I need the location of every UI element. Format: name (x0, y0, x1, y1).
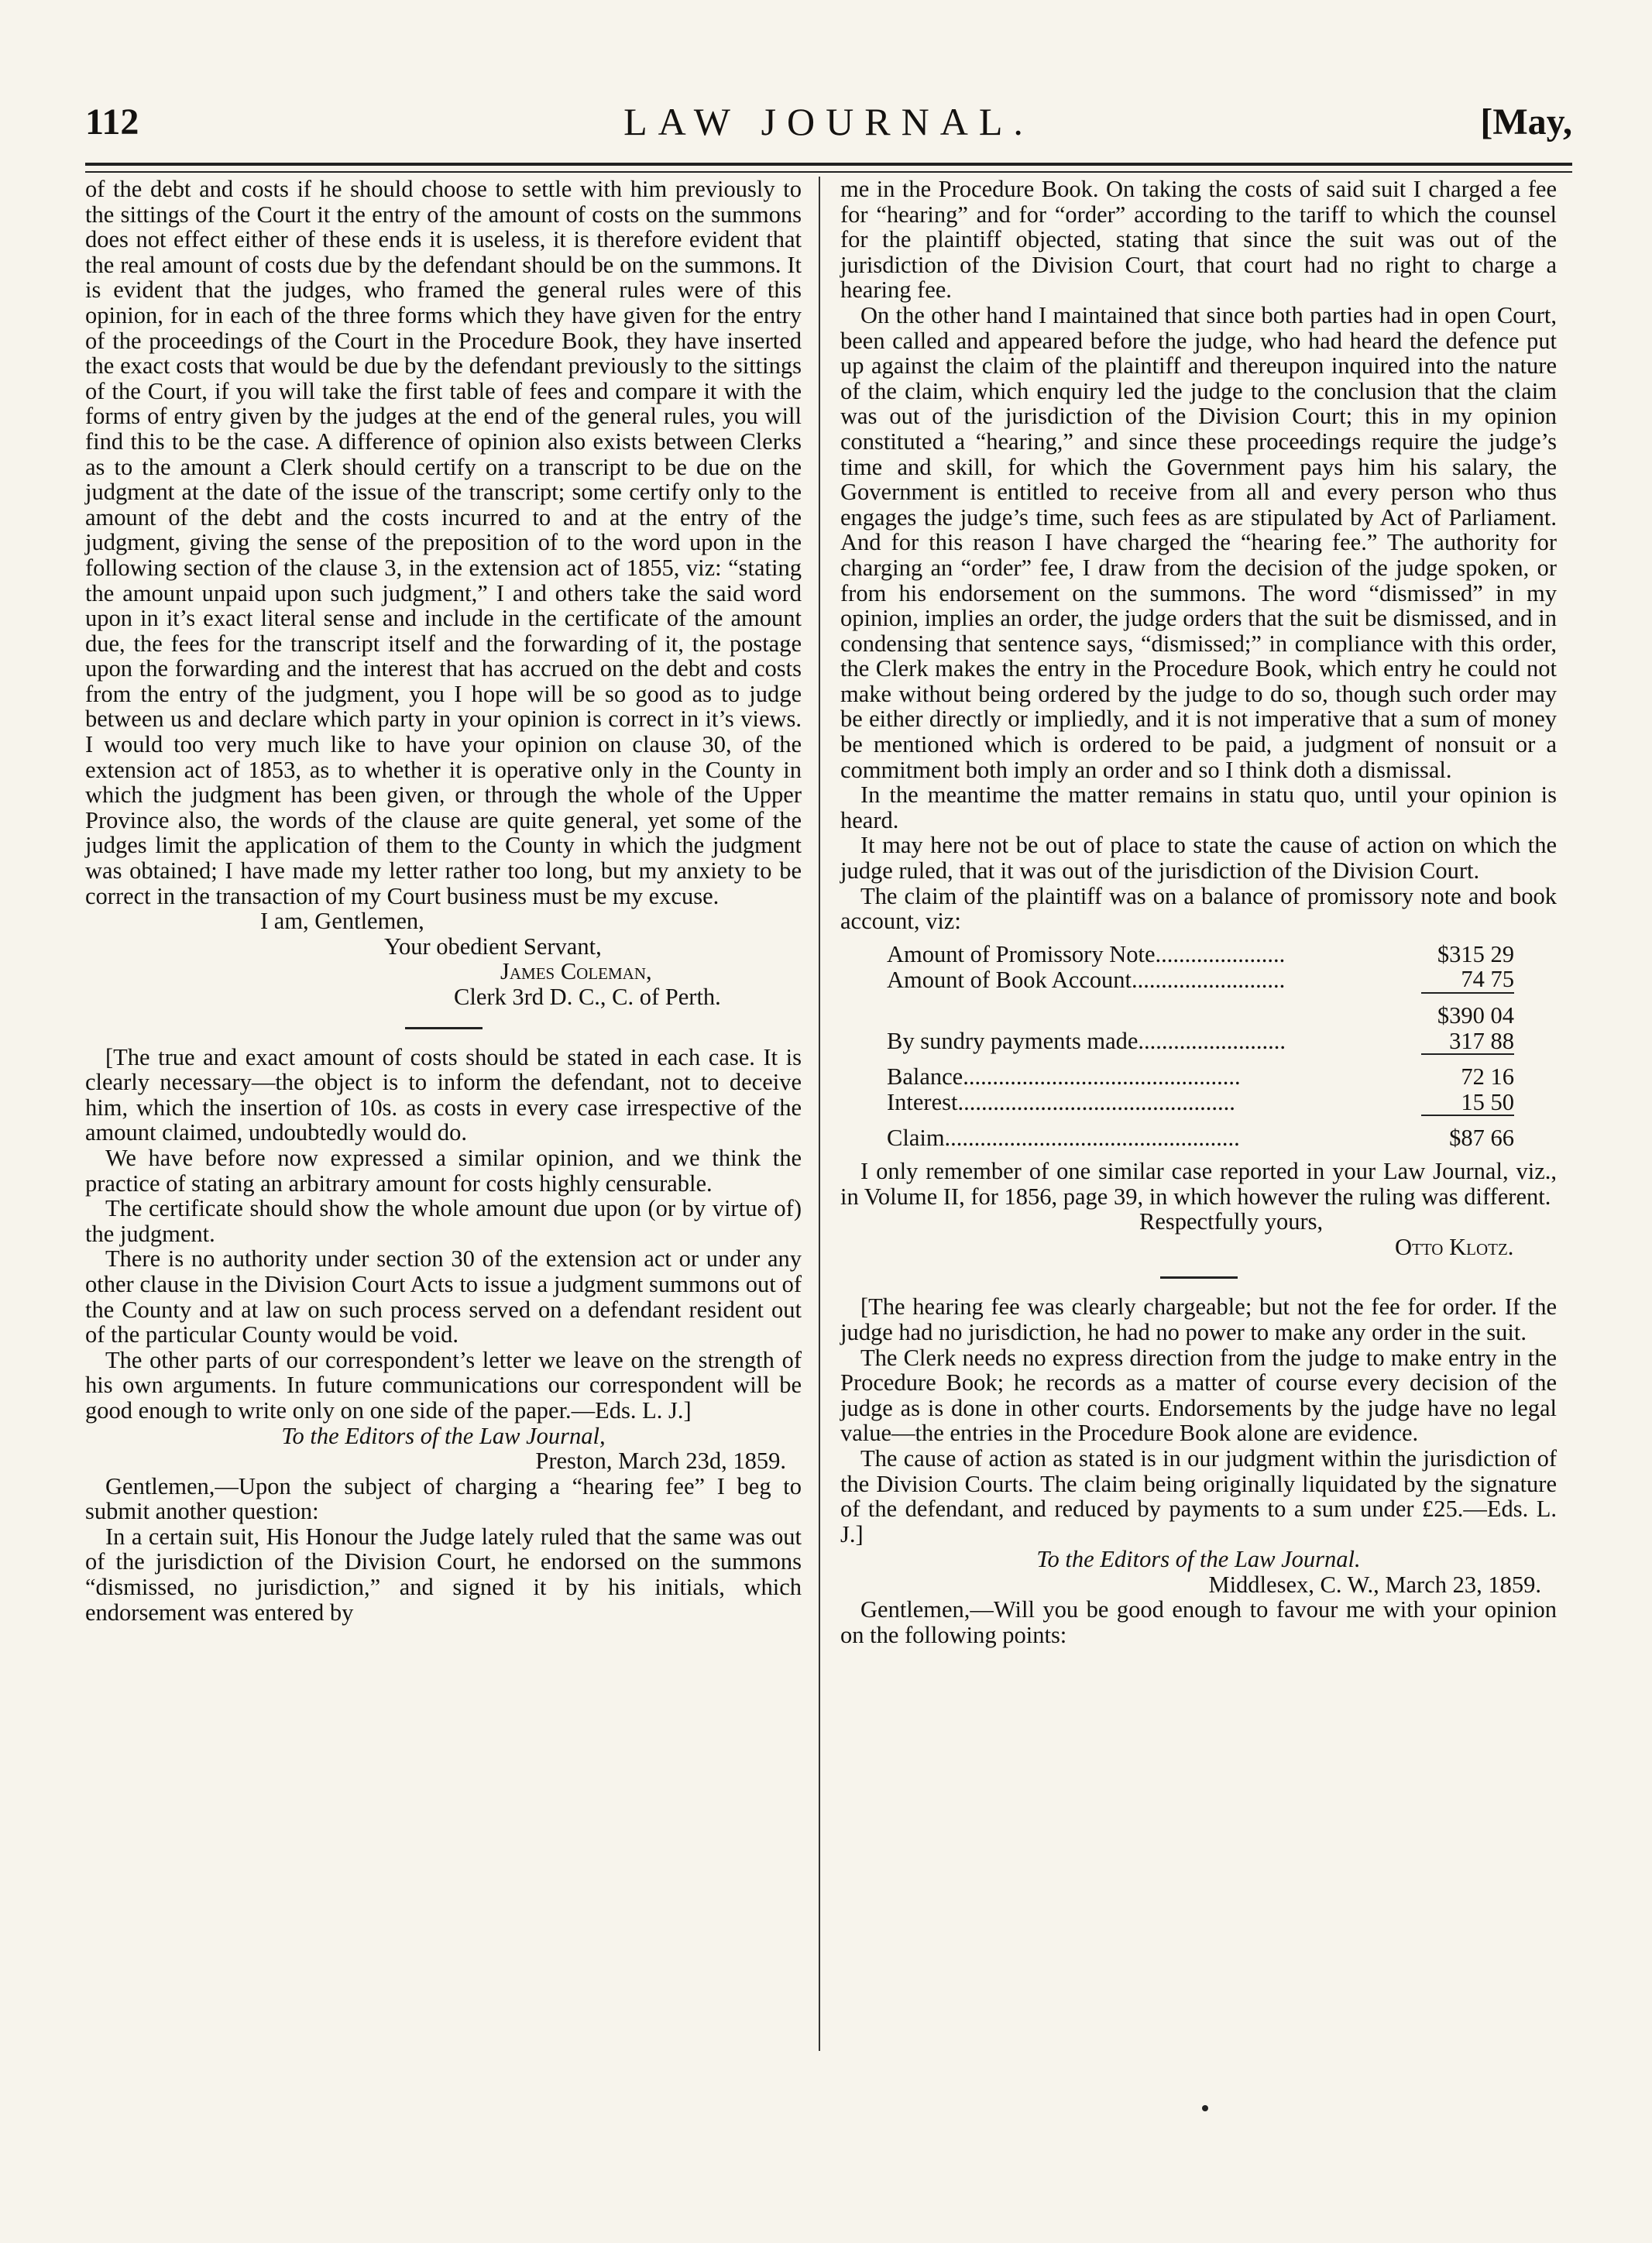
signature-name: Otto Klotz. (1395, 1233, 1514, 1260)
journal-title: LAW JOURNAL. (623, 100, 1034, 143)
account-amount: $390 04 (1437, 1002, 1514, 1029)
letter-paragraph: The claim of the plaintiff was on a balance of promissory note and book account, viz: (840, 882, 1557, 935)
account-label: Balance............................................... (887, 1064, 1241, 1090)
section-rule (405, 1027, 483, 1029)
editor-note-paragraph: The Clerk needs no express direction from the judge to make entry in the Procedure Book; he records as a matter of course every decision of the judge as is done in other courts. Endorsements by the judge have no legal value—the entries in the Procedure Book alone are evidence. (840, 1344, 1557, 1447)
letter-paragraph: me in the Procedure Book. On taking the costs of said suit I charged a fee for “hearing” and for “order” according to the tariff to which the counsel for the plaintiff objected, stating that since the suit was out of the jurisdiction of the Division Court, that court had no right to charge a hearing fee. (840, 176, 1557, 304)
letter-address: To the Editors of the Law Journal. (1036, 1546, 1361, 1573)
table-row (887, 1003, 1514, 1029)
editor-note-paragraph: We have before now expressed a similar opinion, and we think the practice of stating an arbitrary amount for costs highly censurable. (85, 1144, 802, 1197)
signature-closing: I am, Gentlemen, (260, 908, 424, 935)
letter-paragraph: On the other hand I maintained that since both parties had in open Court, been called and appeared before the judge, who had heard the defence put up against the claim of the plaintiff and thereupon inquired into the nature of the claim, which enquiry led the judge to the conclusion that the claim was out of the jurisdiction of the Division Court; this in my opinion constituted a “hearing,” and since these proceedings require the judge’s time and skill, for which the Government pays him his salary, the Government is entitled to receive from all and every person who thus engages the judge’s time, such fees as are stipulated by Act of Parliament. And for this reason I have charged the “hearing fee.” The authority for charging an “order” fee, I draw from the decision of the judge spoken, or from his endorsement on the summons. The word “dismissed” in my opinion, implies an order, the judge orders that the suit be dismissed, and in condensing that sentence says, “dismissed;” in compliance with this order, the Clerk makes the entry in the Procedure Book, which entry he could not make without being ordered by the judge to do so, though such order may be either directly or impliedly, and it is not imperative that a sum of money be mentioned which is ordered to be paid, a judgment of nonsuit or a commitment both imply an order and so I think doth a dismissal. (840, 301, 1557, 783)
account-amount: 15 50 (1421, 1090, 1514, 1116)
issue-month: [May, (1480, 101, 1572, 143)
right-column (840, 177, 1557, 1648)
editor-note-paragraph: [The true and exact amount of costs should be stated in each case. It is clearly necessary—the object is to inform the defendant, not to deceive him, which the insertion of 10s. as costs in every case irrespective of the amount claimed, undoubtedly would do. (85, 1043, 802, 1146)
account-amount: $87 66 (1449, 1125, 1514, 1152)
editor-note-paragraph: The certificate should show the whole amount due upon (or by virtue of) the judgment. (85, 1195, 802, 1247)
letter-place-date: Middlesex, C. W., March 23, 1859. (1208, 1571, 1541, 1598)
account-amount: 74 75 (1421, 967, 1514, 993)
account-label: Amount of Book Account.......................... (887, 967, 1286, 993)
signature-title: Clerk 3rd D. C., C. of Perth. (454, 984, 721, 1010)
account-amount: 72 16 (1461, 1063, 1514, 1091)
table-row (887, 967, 1514, 993)
letter-paragraph: Gentlemen,—Will you be good enough to favour me with your opinion on the following points: (840, 1596, 1557, 1649)
signature-closing: Respectfully yours, (1139, 1208, 1324, 1235)
letter-paragraph: In a certain suit, His Honour the Judge lately ruled that the same was out of the jurisdiction of the Division Court, he endorsed on the summons “dismissed, no jurisdiction,” and signed it by his initials, which endorsement was entered by (85, 1523, 802, 1626)
account-label: Interest............................................... (887, 1089, 1235, 1116)
letter-place-date: Preston, March 23d, 1859. (535, 1448, 786, 1475)
letter-paragraph: of the debt and costs if he should choose to settle with him previously to the sittings of the Court it the entry of the amount of costs on the summons does not effect either of these ends it is useless, it is therefore evident that the real amount of costs due by the defendant should be on the summons. It is evident that the judges, who framed the general rules were of this opinion, for in each of the three forms which they have given for the entry of the proceedings of the Court in the Procedure Book, they have inserted the exact costs that would be due by the defendant previously to the sittings of the Court, if you will take the first table of fees and compare it with the forms of entry given by the judges at the end of the general rules, you will find this to be the case. A difference of opinion also exists between Clerks as to the amount a Clerk should certify on a transcript to be due on the judgment at the date of the issue of the transcript; some certify only to the amount of the debt and the costs incurred to and at the entry of the judgment, giving the sense of the preposition of to the word upon in the following section of the clause 3, in the extension act of 1855, viz: “stating the amount unpaid upon such judgment,” I and others take the said word upon in it’s exact literal sense and include in the certificate of the amount due, the fees for the transcript itself and the forwarding of it, the postage upon the forwarding and the interest that has accrued on the debt and costs from the entry of the judgment, you I hope will be so good as to judge between us and declare which party in your opinion is correct in it’s views. I would too very much like to have your opinion on clause 30, of the extension act of 1853, as to whether it is operative only in the County in which the judgment has been given, or through the whole of the Upper Province also, the words of the clause are quite general, yet some of the judges limit the application of them to the County in which the judgment was obtained; I have made my letter rather too long, but my anxiety to be correct in the transaction of my Court business must be my excuse. (85, 176, 802, 909)
editor-note-paragraph: [The hearing fee was clearly chargeable; but not the fee for order. If the judge had no jurisdiction, he had no power to make any order in the suit. (840, 1293, 1557, 1345)
table-row (887, 1064, 1514, 1090)
left-column (85, 177, 802, 1625)
letter-paragraph: It may here not be out of place to state the cause of action on which the judge ruled, that it was out of the jurisdiction of the Division Court. (840, 832, 1557, 884)
header-rule (85, 163, 1572, 173)
page-header (85, 87, 1572, 149)
account-amount: 317 88 (1421, 1029, 1514, 1055)
table-row (887, 942, 1514, 967)
account-amount: $315 29 (1437, 940, 1514, 967)
signature-name: James Coleman, (500, 958, 652, 985)
letter-paragraph: Gentlemen,—Upon the subject of charging a “hearing fee” I beg to submit another question: (85, 1472, 802, 1525)
account-label: Amount of Promissory Note...................... (887, 941, 1286, 967)
table-row (887, 1125, 1514, 1151)
editor-note-paragraph: There is no authority under section 30 of the extension act or under any other clause in the Division Court Acts to issue a judgment summons out of the County and at law on such process served on a defendant resident out of the particular County would be void. (85, 1245, 802, 1348)
table-row (887, 1090, 1514, 1116)
letter-paragraph: In the meantime the matter remains in statu quo, until your opinion is heard. (840, 781, 1557, 833)
section-rule (1160, 1276, 1238, 1279)
account-table (887, 942, 1514, 1151)
letter-paragraph: I only remember of one similar case reported in your Law Journal, viz., in Volume II, for 1856, page 39, in which however the ruling was different. (840, 1157, 1557, 1210)
account-label: Claim.................................................. (887, 1125, 1240, 1151)
page-number: 112 (85, 101, 139, 143)
editor-note-paragraph: The other parts of our correspondent’s letter we leave on the strength of his own arguments. In future communications our correspondent will be good enough to write only on one side of the paper.—Eds. L. J.] (85, 1346, 802, 1424)
letter-address: To the Editors of the Law Journal, (281, 1422, 606, 1449)
ink-dot (1202, 2105, 1208, 2111)
signature-line: Your obedient Servant, (384, 933, 602, 960)
account-label: By sundry payments made......................... (887, 1028, 1286, 1055)
editor-note-paragraph: The cause of action as stated is in our judgment within the jurisdiction of the Division Courts. The claim being originally liquidated by the signature of the defendant, and reduced by payments to a sum under £25.—Eds. L. J.] (840, 1444, 1557, 1547)
table-row (887, 1029, 1514, 1055)
column-divider (819, 177, 820, 2051)
